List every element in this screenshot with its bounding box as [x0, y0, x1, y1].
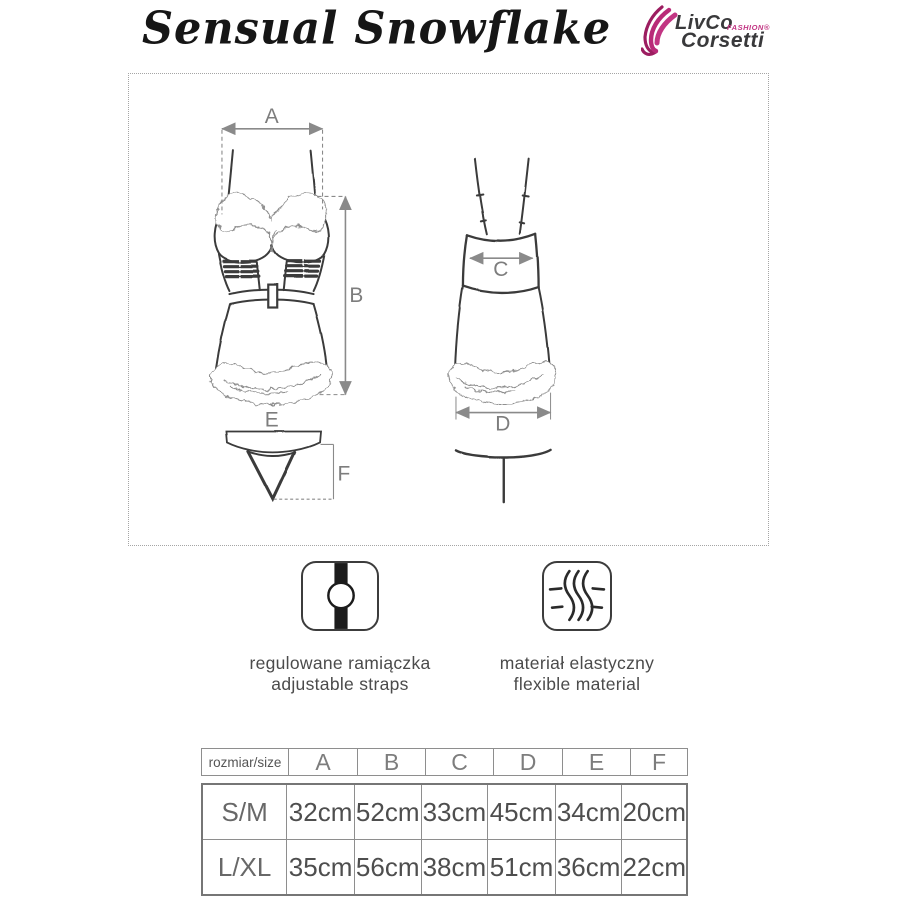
table-row-lxl — [203, 839, 686, 894]
cell-lxl-a: 35cm — [287, 840, 355, 894]
cell-lxl-f: 22cm — [622, 851, 687, 882]
size-table-header — [201, 748, 688, 776]
caption-line-en: adjustable straps — [271, 674, 409, 694]
brand-name-fashion: FASHION® — [727, 23, 770, 32]
front-view-drawing — [215, 151, 329, 369]
measure-label-c: C — [493, 258, 509, 282]
measurement-lines — [222, 129, 551, 499]
measure-label-f: F — [337, 462, 351, 486]
cell-lxl-e: 36cm — [556, 840, 623, 894]
cell-sm-e: 34cm — [556, 785, 623, 839]
cell-lxl-d: 51cm — [488, 840, 556, 894]
measure-label-d: D — [495, 412, 511, 436]
row-size-label: L/XL — [203, 840, 287, 894]
panties-front-drawing — [226, 431, 321, 499]
brand-logo — [641, 4, 791, 60]
column-header-e: E — [563, 748, 631, 776]
cell-lxl-b: 56cm — [355, 840, 422, 894]
brand-name-corsetti: Corsetti — [681, 29, 765, 52]
cell-sm-f: 20cm — [622, 796, 687, 827]
row-size-label: S/M — [203, 785, 287, 839]
garment-diagram — [129, 74, 768, 545]
cell-sm-c: 33cm — [422, 785, 489, 839]
measure-label-b: B — [349, 284, 364, 308]
cell-sm-d: 45cm — [488, 785, 556, 839]
measure-label-e: E — [264, 408, 279, 432]
measure-label-a: A — [264, 104, 279, 128]
cell-lxl-c: 38cm — [422, 840, 489, 894]
adjustable-straps-caption — [209, 653, 471, 695]
brand-name-livco: LivCo — [675, 12, 734, 34]
cell-sm-b: 52cm — [355, 785, 422, 839]
caption-line-pl: materiał elastyczny — [499, 653, 655, 673]
flexible-material-caption — [446, 653, 708, 695]
column-header-f: F — [631, 748, 688, 776]
size-table-body — [201, 783, 688, 896]
back-view-drawing — [455, 159, 551, 503]
column-header-a: A — [289, 748, 358, 776]
column-header-b: B — [358, 748, 426, 776]
measurement-diagram-box — [128, 73, 769, 546]
flexible-material-icon — [542, 561, 612, 631]
back-fur-trim — [448, 362, 557, 404]
size-table — [201, 748, 688, 896]
size-table-corner-label: rozmiar/size — [201, 748, 289, 776]
column-header-c: C — [426, 748, 494, 776]
page-title: Sensual Snowflake — [142, 3, 612, 55]
caption-line-pl: regulowane ramiączka — [249, 653, 431, 673]
cell-sm-a: 32cm — [287, 785, 355, 839]
table-row-sm — [203, 785, 686, 839]
column-header-d: D — [494, 748, 563, 776]
adjustable-straps-icon — [301, 561, 379, 631]
caption-line-en: flexible material — [513, 674, 641, 694]
